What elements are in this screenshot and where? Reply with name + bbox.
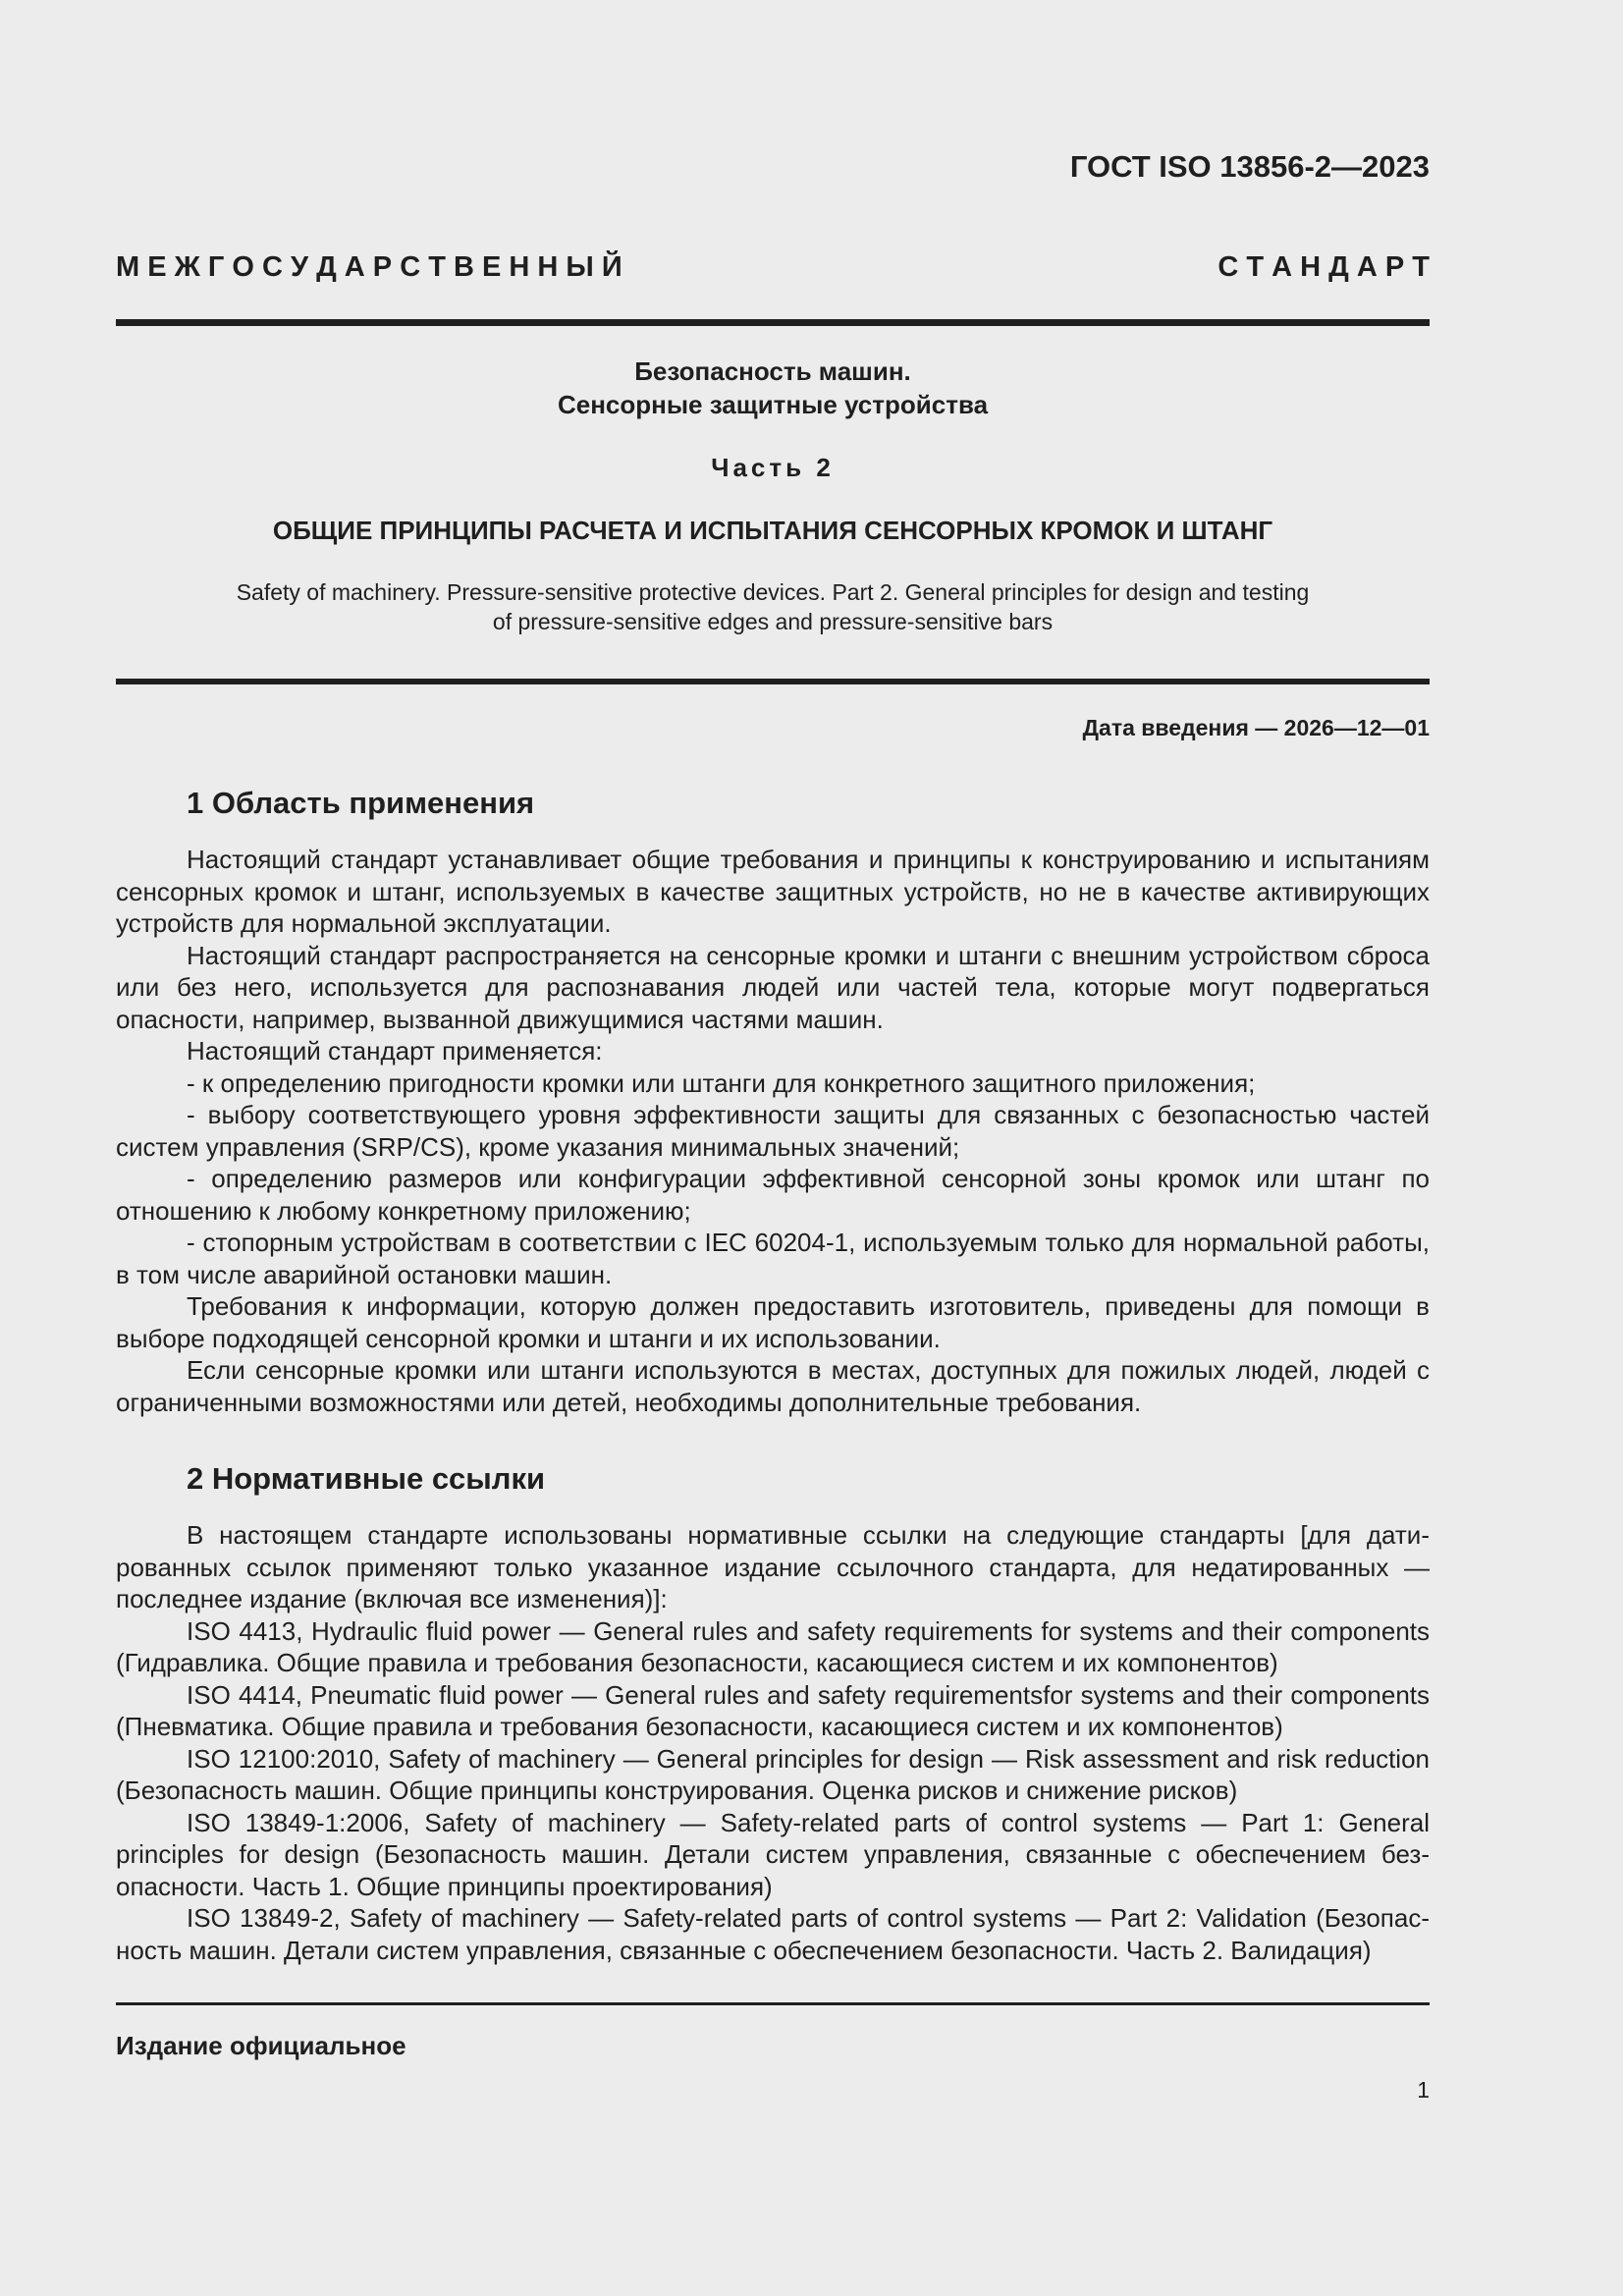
document-code: ГОСТ ISO 13856-2—2023 xyxy=(1069,149,1430,184)
title-line1: Безопасность машин. xyxy=(634,356,911,386)
standard-type-word1: М Е Ж Г О С У Д А Р С Т В Е Н Н Ы Й xyxy=(116,251,622,283)
list-item: - выбору соответствующего уровня эффективности защиты для связанных с безопасностью частей систем управления (SRP/CS), кроме указания минимальных значений; xyxy=(116,1100,1430,1162)
section1-heading: 1 Область применения xyxy=(187,786,535,820)
paragraph: Если сенсорные кромки или штанги используются в местах, доступных для пожилых людей, людей с ограниченными возможностями или детей, необходимы дополнительные требования. xyxy=(116,1355,1430,1417)
page-number: 1 xyxy=(1417,2077,1430,2103)
title-divider xyxy=(116,679,1430,684)
title-part: Часть 2 xyxy=(711,453,835,482)
title-english-line1: Safety of machinery. Pressure-sensitive protective devices. Part 2. General principles for design and testing xyxy=(236,579,1310,605)
paragraph: Настоящий стандарт распространяется на сенсорные кромки и штанги с внешним устройством сброса или без него, используется для распознавания людей или частей тела, которые могут подвергаться опасности, например, вызванной движущимися частями машин. xyxy=(116,940,1430,1034)
reference-item: ISO 4413, Hydraulic fluid power — General rules and safety requirements for systems and their components (Гидравлика. Общие правила и требования безопасности, касающиеся систем и их компонентов) xyxy=(116,1615,1430,1677)
title-line2: Сенсорные защитные устройства xyxy=(557,390,989,419)
section2-body xyxy=(116,1519,1430,1966)
title-main: ОБЩИЕ ПРИНЦИПЫ РАСЧЕТА И ИСПЫТАНИЯ СЕНСОРНЫХ КРОМОК И ШТАНГ xyxy=(272,516,1273,545)
list-item: - определению размеров или конфигурации эффективной сенсорной зоны кромок или штанг по отношению к любому конкретному приложению; xyxy=(116,1164,1430,1226)
paragraph: Требования к информации, которую должен предоставить изготовитель, приведены для помощи в выборе подходящей сенсорной кромки и штанги и их использовании. xyxy=(116,1291,1430,1353)
section1-body xyxy=(116,844,1430,1418)
paragraph: В настоящем стандарте использованы нормативные ссылки на следующие стандарты [для датированных ссылок применяют только указанное издание ссылочного стандарта, для недатированных — последнее издание (включая все изменения)]: xyxy=(116,1520,1430,1613)
reference-item: ISO 4414, Pneumatic fluid power — General rules and safety requirementsfor systems and their components (Пневматика. Общие правила и требования безопасности, касающиеся систем и их компонентов) xyxy=(116,1679,1430,1741)
paragraph: Настоящий стандарт устанавливает общие требования и принципы к конструированию и испытаниям сенсорных кромок и штанг, используемых в качестве защитных устройств, но не в качестве активирующих устройств для нормальной эксплуатации. xyxy=(116,845,1430,938)
reference-item: ISO 13849-2, Safety of machinery — Safety-related parts of control systems — Part 2: Validation (Безопасность машин. Детали систем управления, связанные с обеспечением безопасности. Часть 2. Валидация) xyxy=(116,1903,1430,1965)
introduction-date: Дата введения — 2026—12—01 xyxy=(1082,715,1430,740)
reference-item: ISO 12100:2010, Safety of machinery — General principles for design — Risk assessment and risk reduction (Безопасность машин. Общие принципы конструирования. Оценка рисков и снижение рисков) xyxy=(116,1743,1430,1805)
reference-item: ISO 13849-1:2006, Safety of machinery — Safety-related parts of control systems — Part 1: General principles for design (Безопасность машин. Детали систем управления, связанные с обеспечением безопасности. Часть 1. Общие принципы проектирования) xyxy=(116,1807,1430,1901)
official-edition-label: Издание официальное xyxy=(116,2031,406,2060)
standard-type-word2: С Т А Н Д А Р Т xyxy=(1217,251,1430,283)
footer-divider xyxy=(116,2002,1430,2005)
section2-heading: 2 Нормативные ссылки xyxy=(187,1461,546,1496)
list-item: - стопорным устройствам в соответствии с IEC 60204-1, используемым только для нормальной работы, в том числе аварийной остановки машин. xyxy=(116,1228,1430,1289)
paragraph: Настоящий стандарт применяется: xyxy=(187,1036,603,1066)
title-english-line2: of pressure-sensitive edges and pressure-sensitive bars xyxy=(492,609,1054,634)
list-item: - к определению пригодности кромки или штанги для конкретного защитного приложения; xyxy=(187,1067,1256,1098)
top-divider xyxy=(116,319,1430,326)
standard-type-heading xyxy=(116,251,1430,284)
